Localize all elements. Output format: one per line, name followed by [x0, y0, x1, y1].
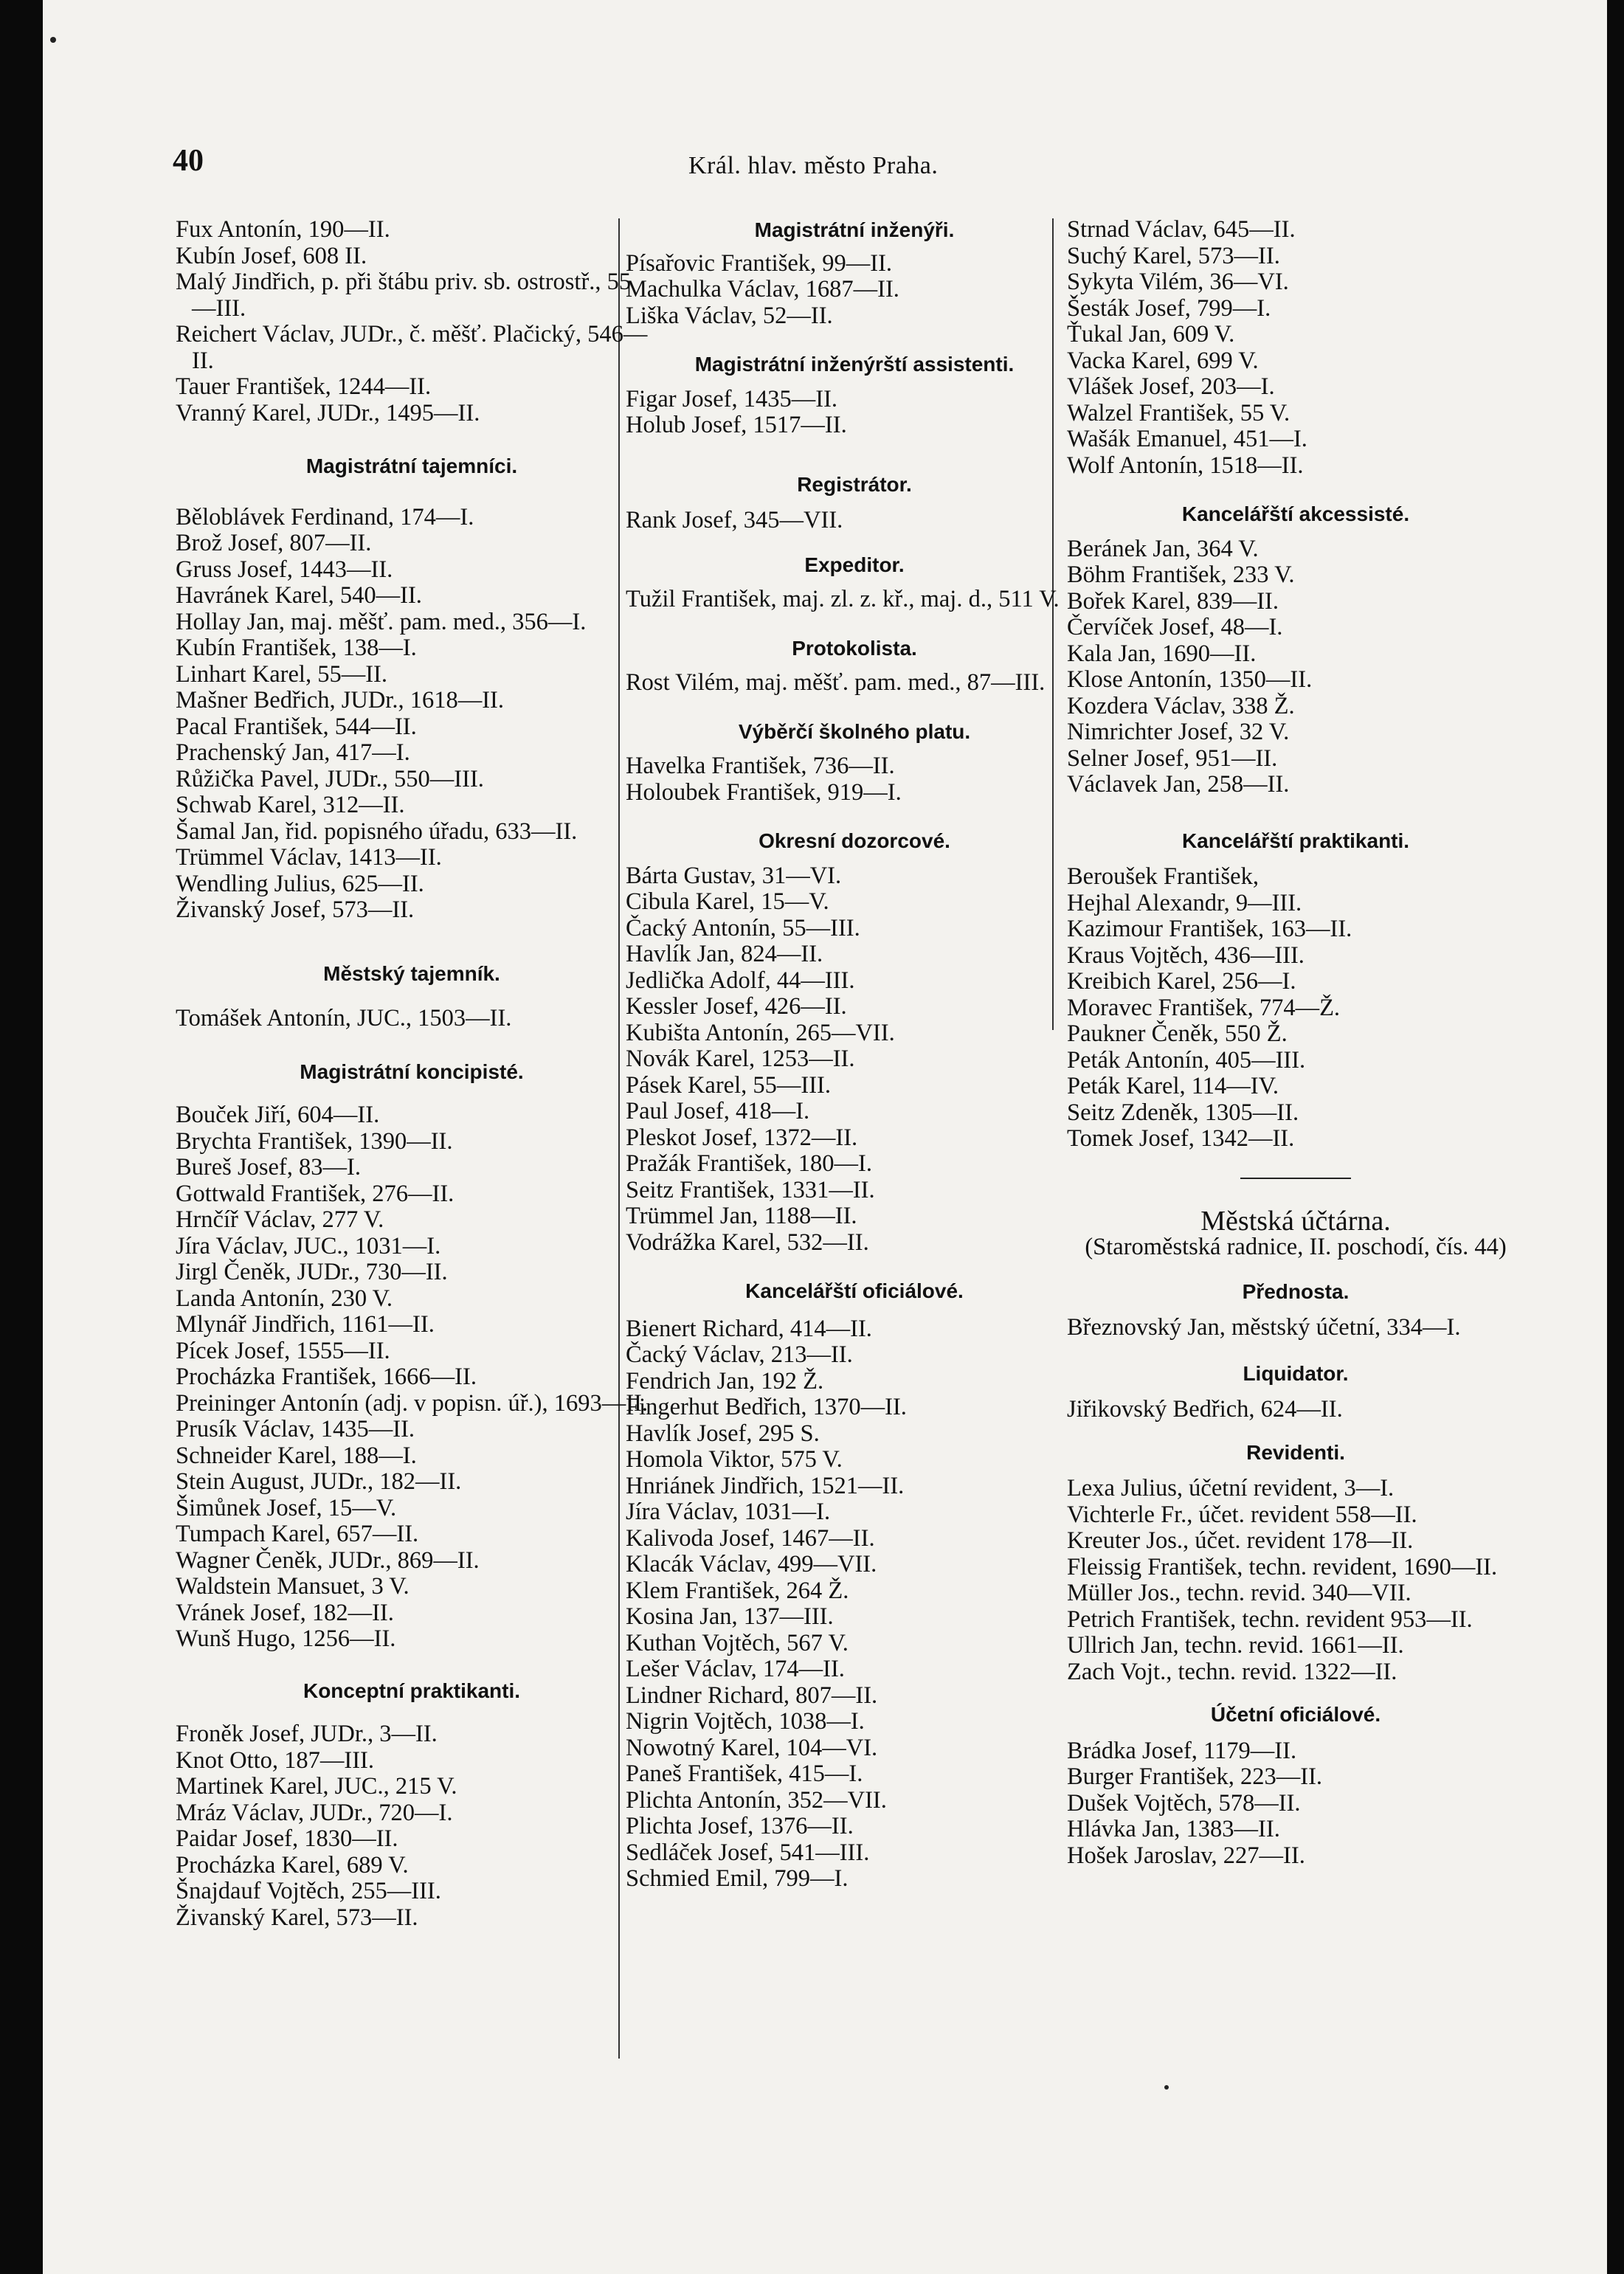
page-header — [43, 143, 1607, 187]
directory-entry: Froněk Josef, JUDr., 3—II. — [176, 1721, 438, 1747]
directory-entry: Nowotný Karel, 104—VI. — [626, 1734, 878, 1761]
directory-entry: Beránek Jan, 364 V. — [1067, 535, 1259, 562]
directory-page — [43, 0, 1607, 2274]
section-title: Liquidator. — [1243, 1361, 1349, 1385]
entry-list — [1067, 1738, 1524, 1870]
directory-entry: Reichert Václav, JUDr., č. měšť. Plačický, 546—II. — [176, 321, 648, 374]
directory-entry: Moravec František, 774—Ž. — [1067, 994, 1341, 1021]
directory-entry: Kuthan Vojtěch, 567 V. — [626, 1629, 849, 1656]
directory-entry: Holub Josef, 1517—II. — [626, 412, 847, 438]
directory-entry: Běloblávek Ferdinand, 174—I. — [176, 503, 474, 531]
entry-list — [1067, 1315, 1524, 1341]
entry-list — [1067, 1476, 1524, 1685]
directory-entry: Jíra Václav, 1031—I. — [626, 1499, 831, 1525]
directory-entry: Šesták Josef, 799—I. — [1067, 294, 1271, 322]
directory-entry: Holoubek František, 919—I. — [626, 778, 902, 806]
directory-entry: Hlávka Jan, 1383—II. — [1067, 1816, 1280, 1842]
directory-entry: Rost Vilém, maj. měšť. pam. med., 87—III. — [626, 669, 1046, 696]
directory-entry: Bořek Karel, 839—II. — [1067, 587, 1279, 615]
directory-entry: Vranný Karel, JUDr., 1495—II. — [176, 399, 480, 426]
directory-entry: Ullrich Jan, techn. revid. 1661—II. — [1067, 1632, 1404, 1659]
directory-entry: Tauer František, 1244—II. — [176, 373, 432, 400]
directory-entry: Cibula Karel, 15—V. — [626, 888, 829, 915]
entry-list — [1067, 1397, 1524, 1423]
directory-entry: Paidar Josef, 1830—II. — [176, 1825, 398, 1852]
directory-entry: Brož Josef, 807—II. — [176, 530, 372, 556]
section-title: Kancelářští praktikanti. — [1181, 829, 1410, 852]
directory-entry: Paneš František, 415—I. — [626, 1760, 863, 1787]
directory-entry: Fingerhut Bedřich, 1370—II. — [626, 1394, 907, 1420]
directory-entry: Knot Otto, 187—III. — [176, 1746, 374, 1774]
section-title: Kancelářští oficiálové. — [745, 1279, 964, 1302]
section-title: Magistrátní tajemníci. — [305, 455, 518, 477]
directory-entry: Kreuter Jos., účet. revident 178—II. — [1067, 1527, 1414, 1554]
entry-list — [176, 1102, 648, 1653]
directory-entry: Kalivoda Josef, 1467—II. — [626, 1524, 875, 1552]
directory-entry: Peták Antonín, 405—III. — [1067, 1046, 1306, 1074]
directory-entry: Suchý Karel, 573—II. — [1067, 242, 1280, 269]
entry-list — [626, 587, 1083, 613]
directory-entry: Pacal František, 544—II. — [176, 713, 417, 740]
section-title: Konceptní praktikanti. — [303, 1679, 521, 1702]
directory-entry: Kessler Josef, 426—II. — [626, 993, 847, 1020]
directory-entry: Lexa Julius, účetní revident, 3—I. — [1067, 1475, 1395, 1501]
directory-entry: Kosina Jan, 137—III. — [626, 1603, 834, 1630]
directory-entry: Figar Josef, 1435—II. — [626, 385, 838, 412]
directory-entry: Kala Jan, 1690—II. — [1067, 640, 1257, 667]
directory-entry: Seitz Zdeněk, 1305—II. — [1067, 1099, 1299, 1126]
directory-entry: Čacký Antonín, 55—III. — [626, 914, 860, 941]
page-number: 40 — [173, 144, 204, 178]
directory-entry: Pražák František, 180—I. — [626, 1150, 872, 1177]
directory-entry: Vacka Karel, 699 V. — [1067, 347, 1259, 374]
directory-entry: Tomek Josef, 1342—II. — [1067, 1125, 1295, 1152]
section-title: Magistrátní inženýři. — [754, 218, 955, 241]
directory-entry: Linhart Karel, 55—II. — [176, 660, 387, 688]
directory-entry: Bouček Jiří, 604—II. — [176, 1102, 380, 1128]
column-1 — [176, 217, 648, 1931]
directory-entry: Paul Josef, 418—I. — [626, 1098, 810, 1124]
section-rule — [1240, 1178, 1351, 1179]
directory-entry: Novák Karel, 1253—II. — [626, 1046, 855, 1072]
directory-entry: Preininger Antonín (adj. v popisn. úř.), 1693—II. — [176, 1389, 648, 1417]
section-title: Městský tajemník. — [323, 961, 500, 985]
directory-entry: Gruss Josef, 1443—II. — [176, 556, 393, 583]
directory-entry: Živanský Karel, 573—II. — [176, 1904, 418, 1931]
section-title: Revidenti. — [1246, 1440, 1345, 1464]
section-title: Magistrátní koncipisté. — [300, 1060, 524, 1083]
directory-entry: Vránek Josef, 182—II. — [176, 1599, 394, 1626]
directory-entry: Hollay Jan, maj. měšť. pam. med., 356—I. — [176, 608, 587, 635]
directory-entry: Jiřikovský Bedřich, 624—II. — [1067, 1396, 1343, 1423]
directory-entry: Šamal Jan, řid. popisného úřadu, 633—II. — [176, 818, 578, 845]
entry-list — [626, 753, 1083, 806]
entry-list — [1067, 217, 1524, 479]
directory-entry: Schneider Karel, 188—I. — [176, 1442, 417, 1469]
directory-entry: Čacký Václav, 213—II. — [626, 1341, 853, 1368]
directory-entry: Písařovic František, 99—II. — [626, 249, 893, 277]
directory-entry: Böhm František, 233 V. — [1067, 561, 1295, 588]
directory-entry: Hošek Jaroslav, 227—II. — [1067, 1842, 1305, 1869]
column-2 — [626, 217, 1083, 1893]
section-title: Přednosta. — [1242, 1279, 1350, 1303]
directory-entry: Fleissig František, techn. revident, 1690—II. — [1067, 1553, 1498, 1580]
directory-entry: Peták Karel, 114—IV. — [1067, 1073, 1279, 1099]
directory-entry: Jíra Václav, JUC., 1031—I. — [176, 1232, 441, 1259]
directory-entry: Kozdera Václav, 338 Ž. — [1067, 692, 1295, 719]
directory-entry: Hejhal Alexandr, 9—III. — [1067, 889, 1302, 916]
directory-entry: Malý Jindřich, p. při štábu priv. sb. ostrostř., 55—III. — [176, 269, 632, 322]
directory-entry: Vodrážka Karel, 532—II. — [626, 1228, 869, 1256]
directory-entry: Lešer Václav, 174—II. — [626, 1656, 845, 1682]
directory-entry: Tužil František, maj. zl. z. kř., maj. d., 511 V. — [626, 586, 1060, 612]
entry-list — [626, 863, 1083, 1257]
directory-entry: Kazimour František, 163—II. — [1067, 916, 1352, 942]
office-title: Městská účtárna. — [1200, 1205, 1391, 1237]
directory-entry: Beroušek František, — [1067, 863, 1259, 890]
directory-entry: Müller Jos., techn. revid. 340—VII. — [1067, 1580, 1412, 1606]
directory-entry: Brádka Josef, 1179—II. — [1067, 1737, 1297, 1764]
directory-entry: Gottwald František, 276—II. — [176, 1180, 455, 1207]
directory-entry: Plichta Josef, 1376—II. — [626, 1813, 854, 1839]
section-title: Protokolista. — [792, 636, 917, 660]
section-title: Účetní oficiálové. — [1210, 1703, 1381, 1726]
directory-entry: Hnriánek Jindřich, 1521—II. — [626, 1472, 905, 1499]
directory-entry: Landa Antonín, 230 V. — [176, 1285, 393, 1312]
directory-entry: Sykyta Vilém, 36—VI. — [1067, 269, 1289, 295]
directory-entry: Vlášek Josef, 203—I. — [1067, 373, 1275, 400]
directory-entry: Waldstein Mansuet, 3 V. — [176, 1573, 410, 1600]
directory-entry: Šnajdauf Vojtěch, 255—III. — [176, 1878, 441, 1904]
directory-entry: Pásek Karel, 55—III. — [626, 1071, 831, 1099]
directory-entry: Lindner Richard, 807—II. — [626, 1682, 878, 1709]
section-title: Expeditor. — [804, 553, 905, 576]
entry-list — [626, 387, 1083, 439]
directory-entry: Schwab Karel, 312—II. — [176, 792, 405, 818]
directory-entry: Sedláček Josef, 541—III. — [626, 1839, 870, 1866]
entry-list — [626, 508, 1083, 534]
directory-entry: Prachenský Jan, 417—I. — [176, 739, 410, 766]
directory-entry: Selner Josef, 951—II. — [1067, 744, 1278, 772]
directory-entry: Klem František, 264 Ž. — [626, 1577, 849, 1604]
directory-entry: Kubišta Antonín, 265—VII. — [626, 1019, 895, 1046]
directory-entry: Vichterle Fr., účet. revident 558—II. — [1067, 1501, 1417, 1528]
entry-list — [626, 1316, 1083, 1893]
directory-entry: Nigrin Vojtěch, 1038—I. — [626, 1708, 865, 1735]
directory-entry: Havlík Josef, 295 S. — [626, 1420, 820, 1447]
directory-entry: Zach Vojt., techn. revid. 1322—II. — [1067, 1658, 1397, 1685]
directory-entry: Pleskot Josef, 1372—II. — [626, 1124, 858, 1151]
directory-entry: Trümmel Jan, 1188—II. — [626, 1203, 857, 1229]
directory-entry: Petrich František, techn. revident 953—II. — [1067, 1606, 1473, 1633]
directory-entry: Nimrichter Josef, 32 V. — [1067, 719, 1290, 745]
directory-entry: Machulka Václav, 1687—II. — [626, 276, 899, 303]
section-title: Registrátor. — [797, 472, 912, 496]
section-title: Kancelářští akcessisté. — [1181, 502, 1410, 525]
section-title: Okresní dozorcové. — [759, 829, 950, 852]
office-address: (Staroměstská radnice, II. poschodí, čís. 44) — [1085, 1234, 1507, 1260]
directory-entry: Wendling Julius, 625—II. — [176, 870, 424, 897]
section-title: Magistrátní inženýrští assistenti. — [694, 353, 1015, 376]
directory-entry: Plichta Antonín, 352—VII. — [626, 1786, 887, 1814]
directory-entry: Havelka František, 736—II. — [626, 753, 895, 779]
directory-entry: Klacák Václav, 499—VII. — [626, 1551, 877, 1577]
directory-entry: Wagner Čeněk, JUDr., 869—II. — [176, 1546, 480, 1574]
directory-entry: Stein August, JUDr., 182—II. — [176, 1468, 462, 1495]
directory-entry: Březnovský Jan, městský účetní, 334—I. — [1067, 1314, 1461, 1341]
directory-entry: Fendrich Jan, 192 Ž. — [626, 1367, 824, 1395]
directory-entry: Burger František, 223—II. — [1067, 1763, 1323, 1790]
directory-entry: Paukner Čeněk, 550 Ž. — [1067, 1020, 1288, 1047]
directory-entry: Růžička Pavel, JUDr., 550—III. — [176, 765, 484, 792]
directory-entry: Havlík Jan, 824—II. — [626, 941, 823, 967]
directory-entry: Rank Josef, 345—VII. — [626, 507, 843, 533]
directory-entry: Mlynář Jindřich, 1161—II. — [176, 1311, 435, 1338]
directory-entry: Klose Antonín, 1350—II. — [1067, 666, 1313, 693]
column-3 — [1067, 217, 1524, 1869]
entry-list — [1067, 864, 1524, 1152]
entry-list — [1067, 536, 1524, 798]
directory-entry: Šimůnek Josef, 15—V. — [176, 1494, 397, 1521]
directory-entry: Strnad Václav, 645—II. — [1067, 216, 1296, 243]
directory-entry: Liška Václav, 52—II. — [626, 302, 833, 329]
directory-entry: Procházka František, 1666—II. — [176, 1364, 477, 1390]
directory-entry: Kreibich Karel, 256—I. — [1067, 968, 1296, 995]
directory-entry: Brychta František, 1390—II. — [176, 1127, 453, 1155]
directory-entry: Červíček Josef, 48—I. — [1067, 614, 1283, 640]
directory-entry: Pícek Josef, 1555—II. — [176, 1337, 390, 1364]
directory-entry: Bárta Gustav, 31—VI. — [626, 862, 842, 889]
directory-entry: Kraus Vojtěch, 436—III. — [1067, 941, 1305, 969]
directory-entry: Dušek Vojtěch, 578—II. — [1067, 1789, 1301, 1817]
directory-entry: Homola Viktor, 575 V. — [626, 1446, 843, 1473]
directory-entry: Jirgl Čeněk, JUDr., 730—II. — [176, 1259, 448, 1285]
directory-entry: Walzel František, 55 V. — [1067, 399, 1290, 426]
directory-entry: Tumpach Karel, 657—II. — [176, 1521, 419, 1547]
section-title: Výběrčí školného platu. — [738, 719, 971, 743]
entry-list — [176, 217, 648, 426]
print-speck — [1164, 2085, 1169, 2090]
directory-entry: Bureš Josef, 83—I. — [176, 1154, 361, 1181]
directory-entry: Schmied Emil, 799—I. — [626, 1865, 849, 1892]
directory-entry: Prusík Václav, 1435—II. — [176, 1416, 415, 1442]
directory-entry: Procházka Karel, 689 V. — [176, 1851, 409, 1879]
directory-entry: Živanský Josef, 573—II. — [176, 896, 415, 923]
directory-entry: Wolf Antonín, 1518—II. — [1067, 452, 1304, 479]
directory-entry: Trümmel Václav, 1413—II. — [176, 844, 442, 871]
directory-entry: Wunš Hugo, 1256—II. — [176, 1625, 396, 1652]
directory-entry: Bienert Richard, 414—II. — [626, 1315, 872, 1342]
directory-entry: Ťukal Jan, 609 V. — [1067, 321, 1235, 348]
entry-list — [626, 670, 1083, 697]
entry-list — [176, 1721, 648, 1931]
directory-entry: Kubín František, 138—I. — [176, 635, 417, 661]
directory-entry: Fux Antonín, 190—II. — [176, 216, 390, 243]
directory-entry: Mráz Václav, JUDr., 720—I. — [176, 1799, 453, 1826]
entry-list — [176, 505, 648, 924]
print-speck — [50, 37, 56, 43]
entry-list — [626, 251, 1083, 330]
entry: Tomášek Antonín, JUC., 1503—II. — [176, 1005, 512, 1031]
directory-entry: Mašner Bedřich, JUDr., 1618—II. — [176, 687, 504, 713]
directory-entry: Wašák Emanuel, 451—I. — [1067, 426, 1307, 452]
directory-entry: Václavek Jan, 258—II. — [1067, 771, 1290, 798]
directory-entry: Martinek Karel, JUC., 215 V. — [176, 1773, 457, 1800]
directory-entry: Hrnčíř Václav, 277 V. — [176, 1206, 384, 1233]
directory-entry: Jedlička Adolf, 44—III. — [626, 967, 855, 994]
directory-entry: Havránek Karel, 540—II. — [176, 582, 422, 609]
directory-entry: Kubín Josef, 608 II. — [176, 242, 367, 269]
running-head: Král. hlav. město Praha. — [688, 152, 939, 179]
directory-entry: Seitz František, 1331—II. — [626, 1176, 875, 1203]
